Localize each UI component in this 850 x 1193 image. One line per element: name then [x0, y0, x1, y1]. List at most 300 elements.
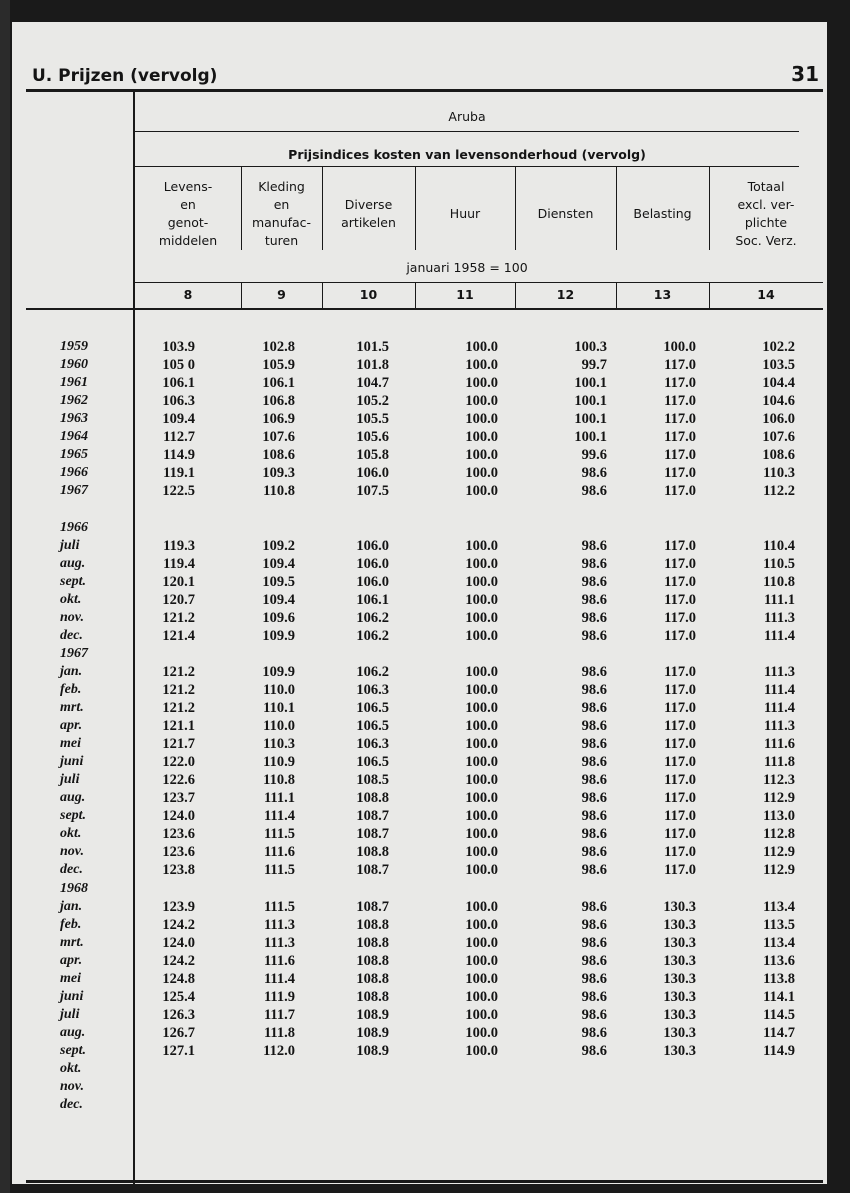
table-cell: 117.0 [664, 447, 696, 464]
row-label: nov. [60, 609, 84, 625]
table-cell: 112.9 [763, 844, 795, 861]
table-cell: 123.6 [162, 826, 195, 843]
table-cell: 105 0 [162, 357, 195, 374]
table-cell: 123.8 [162, 862, 195, 879]
row-label: juni [60, 988, 84, 1004]
table-cell: 109.2 [262, 537, 295, 554]
table-cell: 117.0 [664, 862, 696, 879]
row-label: mrt. [60, 700, 84, 715]
table-cell: 98.6 [581, 537, 607, 554]
table-cell: 108.8 [356, 916, 389, 933]
table-cell: 98.6 [581, 609, 607, 626]
table-cell: 105.8 [356, 447, 389, 464]
table-cell: 100.0 [465, 718, 498, 735]
row-label: dec. [60, 1097, 83, 1113]
table-cell: 98.6 [581, 718, 607, 735]
table-cell: 111.7 [263, 1006, 295, 1023]
table-cell: 102.8 [262, 339, 295, 355]
table-cell: 111.6 [763, 736, 795, 753]
row-label: dec. [60, 862, 83, 878]
row-label: apr. [60, 952, 83, 968]
table-row [12, 428, 827, 446]
table-cell: 106.2 [356, 663, 389, 680]
table-cell: 100.0 [465, 736, 498, 753]
table-row [12, 410, 827, 428]
table-cell: 109.4 [262, 555, 295, 572]
row-label: 1965 [60, 447, 88, 463]
table-cell: 108.8 [356, 952, 389, 969]
table-row [12, 825, 827, 843]
table-row [12, 338, 827, 356]
table-cell: 100.0 [465, 429, 498, 446]
table-cell: 111.8 [263, 1024, 295, 1041]
table-cell: 117.0 [664, 790, 696, 807]
table-cell: 111.4 [763, 700, 795, 716]
table-cell: 112.0 [263, 1042, 295, 1059]
table-cell: 98.6 [581, 898, 607, 915]
table-row [12, 446, 827, 464]
table-cell: 123.6 [162, 844, 195, 861]
table-region: Aruba [448, 109, 486, 124]
table-cell: 130.3 [663, 1006, 696, 1023]
table-cell: 112.9 [763, 862, 795, 879]
col-number: 10 [359, 287, 378, 302]
table-cell: 117.0 [664, 429, 696, 446]
table-row [12, 482, 827, 500]
table-cell: 111.6 [263, 844, 295, 861]
row-label: aug. [60, 790, 86, 806]
table-cell: 130.3 [663, 1042, 696, 1059]
table-cell: 100.0 [465, 952, 498, 969]
col-header-total: Totaal excl. ver- plichte Soc. Verz. [735, 179, 797, 248]
table-cell: 117.0 [664, 411, 696, 428]
table-cell: 106.2 [356, 627, 389, 644]
table-cell: 100.0 [465, 681, 498, 698]
table-cell: 117.0 [664, 357, 696, 374]
table-cell: 108.8 [356, 790, 389, 807]
table-cell: 106.9 [262, 411, 295, 428]
table-cell: 114.5 [763, 1006, 795, 1023]
table-cell: 108.9 [356, 1006, 389, 1023]
table-cell: 114.9 [163, 447, 195, 464]
table-cell: 103.9 [162, 339, 195, 355]
header-rule [26, 89, 823, 92]
table-cell: 106.0 [356, 573, 389, 590]
col-header-misc: Diverse artikelen [341, 197, 396, 230]
col-header-tax: Belasting [633, 206, 692, 221]
table-cell: 98.6 [581, 952, 607, 969]
table-cell: 122.5 [162, 483, 195, 500]
col-header-food: Levens- en genot- middelen [158, 179, 218, 248]
table-cell: 100.0 [465, 988, 498, 1005]
table-row [12, 952, 827, 970]
table-cell: 117.0 [664, 681, 696, 698]
table-cell: 127.1 [162, 1042, 195, 1059]
row-label: 1959 [60, 339, 88, 354]
table-cell: 117.0 [664, 465, 696, 482]
table-cell: 108.8 [356, 970, 389, 987]
col-number: 11 [456, 287, 474, 302]
table-cell: 113.6 [763, 952, 795, 969]
table-cell: 110.4 [763, 537, 795, 554]
table-cell: 117.0 [664, 483, 696, 500]
table-cell: 100.0 [465, 1006, 498, 1023]
table-row [12, 880, 827, 898]
table-cell: 109.9 [262, 627, 295, 644]
table-cell: 100.0 [663, 339, 696, 355]
row-label: juli [60, 1006, 80, 1022]
table-cell: 100.0 [465, 663, 498, 680]
table-cell: 105.2 [356, 393, 389, 410]
row-label: okt. [60, 826, 82, 842]
book-spine-shadow [0, 0, 10, 1193]
table-row [12, 663, 827, 681]
table-cell: 98.6 [581, 826, 607, 843]
table-row [12, 771, 827, 789]
table-cell: 98.6 [581, 700, 607, 716]
table-cell: 106.3 [356, 736, 389, 753]
table-cell: 98.6 [581, 483, 607, 500]
table-cell: 121.4 [162, 627, 195, 644]
table-row [12, 988, 827, 1006]
row-label: 1962 [60, 393, 88, 409]
row-label: aug. [60, 555, 86, 571]
table-cell: 100.0 [465, 916, 498, 933]
row-label: okt. [60, 1061, 82, 1076]
table-cell: 113.4 [763, 898, 795, 915]
table-cell: 111.5 [263, 826, 295, 843]
table-cell: 104.7 [356, 375, 389, 392]
table-row [12, 609, 827, 627]
table-cell: 111.4 [263, 808, 295, 825]
table-cell: 108.7 [356, 862, 389, 879]
row-label: nov. [60, 844, 84, 860]
base-rule [135, 282, 823, 283]
row-label: 1963 [60, 411, 88, 427]
table-cell: 112.8 [763, 826, 795, 843]
table-cell: 105.5 [356, 411, 389, 428]
table-cell: 100.0 [465, 591, 498, 608]
table-cell: 98.6 [581, 663, 607, 680]
table-cell: 100.0 [465, 808, 498, 825]
col-header-rent: Huur [449, 206, 481, 221]
table-row [12, 699, 827, 717]
table-cell: 123.9 [162, 898, 195, 915]
row-label: jan. [60, 663, 83, 679]
table-row [12, 916, 827, 934]
col-header-clothing: Kleding en manufac- turen [251, 179, 312, 248]
table-cell: 117.0 [664, 736, 696, 753]
table-cell: 98.6 [581, 844, 607, 861]
table-cell: 98.6 [581, 970, 607, 987]
table-cell: 100.0 [465, 537, 498, 554]
table-cell: 117.0 [664, 808, 696, 825]
row-label: 1966 [60, 519, 88, 535]
table-cell: 100.0 [465, 970, 498, 987]
table-cell: 105.9 [262, 357, 295, 374]
table-cell: 98.6 [581, 754, 607, 771]
table-cell: 106.8 [262, 393, 295, 410]
subtitle-rule [135, 166, 799, 167]
table-cell: 121.7 [162, 736, 195, 753]
table-cell: 106.5 [356, 718, 389, 735]
row-label: sept. [60, 1042, 87, 1058]
table-row [12, 717, 827, 735]
table-cell: 130.3 [663, 916, 696, 933]
table-row [12, 374, 827, 392]
row-label: mei [60, 970, 81, 986]
table-row [12, 843, 827, 861]
table-cell: 98.6 [581, 934, 607, 951]
table-cell: 117.0 [664, 844, 696, 861]
table-cell: 98.6 [581, 1042, 607, 1059]
table-row [12, 627, 827, 645]
table-cell: 100.0 [465, 465, 498, 482]
table-cell: 117.0 [664, 663, 696, 680]
table-cell: 111.6 [263, 952, 295, 969]
table-cell: 117.0 [664, 537, 696, 554]
table-cell: 105.6 [356, 429, 389, 446]
table-cell: 117.0 [664, 375, 696, 392]
table-cell: 108.9 [356, 1024, 389, 1041]
table-cell: 106.0 [356, 555, 389, 572]
table-cell: 106.1 [262, 375, 295, 392]
table-row [12, 392, 827, 410]
table-cell: 111.3 [263, 934, 295, 951]
table-cell: 100.0 [465, 898, 498, 915]
row-label: mrt. [60, 934, 84, 950]
table-cell: 110.8 [263, 483, 295, 500]
table-cell: 106.3 [356, 681, 389, 698]
table-cell: 100.1 [574, 393, 607, 410]
table-cell: 106.1 [162, 375, 195, 392]
table-cell: 100.0 [465, 1042, 498, 1059]
table-cell: 111.9 [263, 988, 295, 1005]
table-cell: 108.8 [356, 844, 389, 861]
document-page [12, 22, 827, 1184]
row-label: aug. [60, 1024, 86, 1040]
table-cell: 117.0 [664, 591, 696, 608]
table-cell: 110.3 [263, 736, 295, 753]
table-cell: 100.0 [465, 844, 498, 861]
table-cell: 117.0 [664, 609, 696, 626]
table-cell: 109.4 [262, 591, 295, 608]
table-cell: 111.3 [763, 663, 795, 680]
table-cell: 117.0 [664, 627, 696, 644]
table-cell: 111.5 [263, 862, 295, 879]
table-cell: 121.2 [162, 609, 195, 626]
table-cell: 98.6 [581, 591, 607, 608]
table-cell: 107.6 [262, 429, 295, 446]
table-cell: 111.3 [763, 718, 795, 735]
table-cell: 110.9 [263, 754, 295, 771]
table-cell: 130.3 [663, 898, 696, 915]
table-cell: 98.6 [581, 555, 607, 572]
table-cell: 101.5 [356, 339, 389, 355]
table-cell: 108.7 [356, 808, 389, 825]
table-cell: 109.6 [262, 609, 295, 626]
table-cell: 98.6 [581, 808, 607, 825]
table-cell: 122.6 [162, 772, 195, 789]
table-cell: 98.6 [581, 862, 607, 879]
table-cell: 98.6 [581, 1006, 607, 1023]
table-cell: 104.4 [762, 375, 795, 392]
row-label: 1967 [60, 645, 88, 661]
table-cell: 126.3 [162, 1006, 195, 1023]
table-row [12, 861, 827, 879]
table-row [12, 1060, 827, 1078]
row-label: juni [60, 754, 84, 770]
table-cell: 110.8 [763, 573, 795, 590]
table-cell: 109.4 [162, 411, 195, 428]
row-label: mei [60, 736, 81, 752]
table-row [12, 789, 827, 807]
row-label: apr. [60, 718, 83, 734]
table-cell: 110.5 [763, 555, 795, 572]
page-bottom-rule [26, 1180, 823, 1183]
table-row [12, 934, 827, 952]
table-subtitle: Prijsindices kosten van levensonderhoud (vervolg) [288, 147, 646, 162]
table-cell: 108.8 [356, 934, 389, 951]
table-cell: 123.7 [162, 790, 195, 807]
row-label: nov. [60, 1079, 84, 1095]
table-cell: 111.8 [763, 754, 795, 771]
table-cell: 103.5 [762, 357, 795, 374]
table-cell: 108.9 [356, 1042, 389, 1059]
table-cell: 110.0 [263, 718, 295, 735]
table-cell: 98.6 [581, 736, 607, 753]
table-cell: 119.4 [163, 555, 195, 572]
page-number: 31 [791, 62, 819, 86]
table-cell: 111.4 [763, 681, 795, 698]
table-cell: 100.0 [465, 934, 498, 951]
table-cell: 119.3 [163, 537, 195, 554]
row-label: sept. [60, 573, 87, 589]
table-cell: 130.3 [663, 988, 696, 1005]
column-number-rule [26, 308, 823, 310]
table-cell: 117.0 [664, 826, 696, 843]
base-period: januari 1958 = 100 [406, 260, 528, 275]
col-number: 8 [183, 287, 193, 302]
table-cell: 98.6 [581, 681, 607, 698]
row-label: sept. [60, 808, 87, 824]
row-label: dec. [60, 627, 83, 643]
table-cell: 106.0 [762, 411, 795, 428]
table-cell: 100.1 [574, 411, 607, 428]
table-cell: 121.2 [162, 700, 195, 716]
table-cell: 111.1 [263, 790, 295, 807]
row-label: feb. [60, 916, 82, 932]
table-cell: 117.0 [664, 573, 696, 590]
table-cell: 98.6 [581, 1024, 607, 1041]
table-cell: 120.7 [162, 591, 195, 608]
table-row [12, 1078, 827, 1096]
col-number: 9 [277, 287, 286, 302]
row-label: 1967 [60, 483, 88, 499]
table-cell: 100.0 [465, 555, 498, 572]
table-row [12, 464, 827, 482]
table-cell: 130.3 [663, 952, 696, 969]
table-cell: 100.0 [465, 790, 498, 807]
row-label: juli [60, 772, 80, 788]
table-cell: 100.0 [465, 573, 498, 590]
table-cell: 121.2 [162, 681, 195, 698]
table-cell: 98.6 [581, 465, 607, 482]
table-row [12, 681, 827, 699]
table-row [12, 1024, 827, 1042]
table-cell: 108.5 [356, 772, 389, 789]
table-cell: 98.6 [581, 988, 607, 1005]
row-label: 1964 [60, 429, 88, 445]
table-cell: 117.0 [664, 772, 696, 789]
table-cell: 110.1 [263, 700, 295, 716]
table-cell: 98.6 [581, 772, 607, 789]
table-cell: 100.0 [465, 375, 498, 392]
table-cell: 100.0 [465, 754, 498, 771]
table-cell: 104.6 [762, 393, 795, 410]
table-cell: 98.6 [581, 916, 607, 933]
col-header-services: Diensten [537, 206, 594, 221]
table-cell: 122.0 [162, 754, 195, 771]
table-cell: 98.6 [581, 573, 607, 590]
table-cell: 112.9 [763, 790, 795, 807]
table-row [12, 645, 827, 663]
table-cell: 109.3 [262, 465, 295, 482]
table-cell: 113.5 [763, 916, 795, 933]
table-cell: 100.1 [574, 429, 607, 446]
table-cell: 111.5 [263, 898, 295, 915]
table-row [12, 555, 827, 573]
table-row [12, 1096, 827, 1114]
col-number: 12 [556, 287, 575, 302]
table-row [12, 537, 827, 555]
table-cell: 110.3 [763, 465, 795, 482]
table-cell: 121.1 [162, 718, 195, 735]
table-cell: 124.0 [162, 934, 195, 951]
table-cell: 111.1 [763, 591, 795, 608]
table-cell: 106.2 [356, 609, 389, 626]
table-cell: 114.7 [763, 1024, 795, 1041]
table-cell: 112.7 [163, 429, 195, 446]
table-cell: 99.6 [581, 447, 607, 464]
table-cell: 108.8 [356, 988, 389, 1005]
table-row [12, 591, 827, 609]
col-number: 13 [653, 287, 672, 302]
table-cell: 108.7 [356, 898, 389, 915]
table-cell: 108.6 [262, 447, 295, 464]
row-label: 1960 [60, 357, 88, 373]
table-cell: 130.3 [663, 970, 696, 987]
table-cell: 100.0 [465, 772, 498, 789]
table-cell: 100.1 [574, 375, 607, 392]
table-cell: 106.5 [356, 700, 389, 716]
table-cell: 100.0 [465, 609, 498, 626]
row-label: 1961 [60, 375, 88, 391]
region-rule [135, 131, 799, 132]
table-cell: 100.3 [574, 339, 607, 355]
table-row [12, 898, 827, 916]
row-label: juli [60, 537, 80, 553]
row-label: 1968 [60, 880, 88, 896]
table-cell: 98.6 [581, 790, 607, 807]
table-cell: 113.0 [763, 808, 795, 825]
table-cell: 111.4 [763, 627, 795, 644]
table-cell: 121.2 [162, 663, 195, 680]
table-cell: 106.5 [356, 754, 389, 771]
table-cell: 113.4 [763, 934, 795, 951]
table-cell: 120.1 [162, 573, 195, 590]
table-cell: 106.3 [162, 393, 195, 410]
